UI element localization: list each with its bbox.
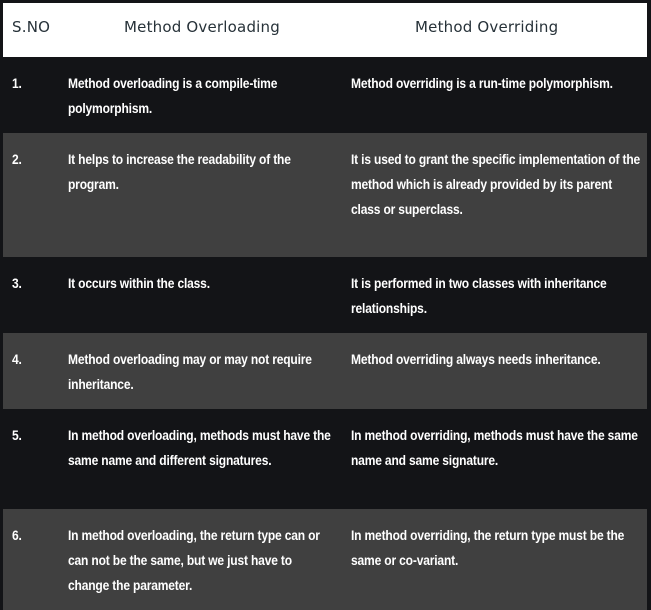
cell-sno (3, 57, 59, 133)
overloading-text: In method overloading, methods must have the same name and different signatures. (68, 427, 331, 468)
cell-overloading (59, 409, 342, 509)
cell-sno (3, 133, 59, 257)
header-method-overriding: Method Overriding (415, 18, 559, 36)
overriding-text: It is performed in two classes with inheritance relationships. (351, 275, 607, 316)
overriding-text: In method overriding, the return type must be the same or co-variant. (351, 527, 625, 568)
cell-overriding (342, 57, 647, 133)
cell-overriding (342, 509, 647, 610)
comparison-table (3, 3, 647, 610)
overloading-text: Method overloading is a compile-time polymorphism. (68, 75, 278, 116)
sno-text: 1. (12, 75, 22, 91)
overriding-text: Method overriding always needs inheritance. (351, 351, 601, 367)
header-method-overloading: Method Overloading (124, 18, 280, 36)
overriding-text: In method overriding, methods must have the same name and same signature. (351, 427, 638, 468)
cell-overriding (342, 133, 647, 257)
cell-overloading (59, 333, 342, 409)
cell-overloading (59, 257, 342, 333)
cell-sno (3, 509, 59, 610)
table-header (3, 3, 647, 57)
cell-overloading (59, 133, 342, 257)
table-row (3, 133, 647, 257)
sno-text: 6. (12, 527, 22, 543)
overloading-text: Method overloading may or may not require inheritance. (68, 351, 312, 392)
sno-text: 5. (12, 427, 22, 443)
table-row (3, 257, 647, 333)
overloading-text: In method overloading, the return type can or can not be the same, but we just have to change the parameter. (68, 527, 320, 593)
comparison-table-container (3, 3, 647, 610)
cell-overriding (342, 333, 647, 409)
sno-text: 2. (12, 151, 22, 167)
sno-text: 3. (12, 275, 22, 291)
cell-sno (3, 257, 59, 333)
table-row (3, 57, 647, 133)
overloading-text: It occurs within the class. (68, 275, 210, 291)
table-body (3, 57, 647, 610)
table-row (3, 409, 647, 509)
cell-sno (3, 409, 59, 509)
cell-sno (3, 333, 59, 409)
header-sno: S.NO (12, 18, 51, 36)
overloading-text: It helps to increase the readability of the program. (68, 151, 291, 192)
sno-text: 4. (12, 351, 22, 367)
overriding-text: It is used to grant the specific implementation of the method which is already provided by its parent class or superclass. (351, 151, 641, 217)
table-row (3, 333, 647, 409)
header-row (3, 3, 647, 57)
cell-overloading (59, 57, 342, 133)
cell-overriding (342, 257, 647, 333)
table-row (3, 509, 647, 610)
overriding-text: Method overriding is a run-time polymorphism. (351, 75, 613, 91)
cell-overloading (59, 509, 342, 610)
cell-overriding (342, 409, 647, 509)
